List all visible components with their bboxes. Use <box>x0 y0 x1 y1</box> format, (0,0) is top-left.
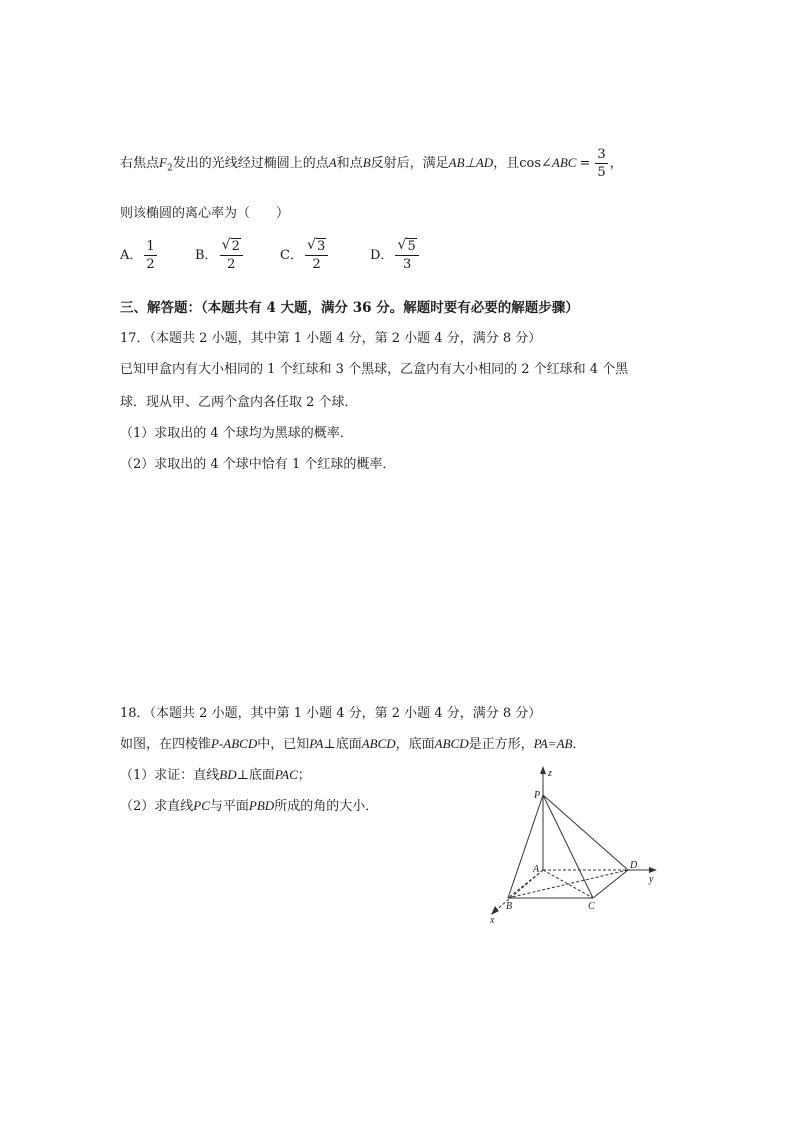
option-denominator: 2 <box>227 257 236 272</box>
cos-angle: ABC <box>551 155 577 170</box>
q16-text: 和点 <box>336 156 363 171</box>
option-c <box>280 237 330 272</box>
edge-pd <box>543 795 628 870</box>
cos-numerator: 3 <box>597 147 606 162</box>
option-fraction <box>395 237 418 272</box>
pyramid-figure <box>480 760 670 925</box>
segment-pa: PA <box>309 736 324 751</box>
q17-part1: （1）求取出的 4 个球均为黑球的概率． <box>120 426 353 441</box>
perpendicular-condition: AB⊥AD <box>448 155 494 170</box>
q18-part1: （1）求证：直线BD⊥底面PAC； <box>120 767 311 783</box>
z-arrow-icon <box>540 766 546 774</box>
y-arrow-icon <box>649 867 657 873</box>
option-denominator: 2 <box>146 257 155 272</box>
equals-sign: = <box>579 156 591 171</box>
x-arrow-icon <box>491 906 499 915</box>
pyramid-name: P-ABCD <box>211 736 258 751</box>
q16-text: 反射后，满足 <box>370 156 449 171</box>
focus-symbol: F <box>159 155 167 170</box>
option-label: A． <box>120 248 143 263</box>
option-fraction <box>305 237 328 272</box>
x-axis <box>494 870 543 912</box>
q18-header: 18．（本题共 2 小题，其中第 1 小题 4 分，第 2 小题 4 分，满分 8 分） <box>120 706 542 721</box>
label-x: x <box>490 915 495 925</box>
label-c: C <box>588 901 595 912</box>
label-p: P <box>534 790 541 801</box>
q16-stem-end: 则该椭圆的离心率为（ ） <box>120 206 290 221</box>
q16-text: ， <box>609 156 623 171</box>
option-numerator: 1 <box>146 239 155 254</box>
section-heading: 三、解答题：（本题共有 4 大题，满分 36 分。解题时要有必要的解题步骤） <box>120 300 579 316</box>
option-label: D． <box>370 248 394 263</box>
option-b <box>195 237 245 272</box>
q16-text: ，且 <box>493 156 520 171</box>
edge-pb <box>508 795 543 898</box>
option-numerator <box>395 237 418 256</box>
option-a <box>120 240 159 271</box>
q18-part2: （2）求直线PC与平面PBD所成的角的大小． <box>120 798 379 814</box>
option-d <box>370 237 421 272</box>
sqrt-icon: √ 3 <box>306 237 326 254</box>
label-a: A <box>533 864 540 875</box>
cos-fraction <box>595 148 607 179</box>
point-a: A <box>328 155 337 170</box>
base-abcd: ABCD <box>434 736 469 751</box>
sqrt-icon: √ 2 <box>221 237 240 254</box>
q18-stem: 如图，在四棱锥P-ABCD中，已知PA⊥底面ABCD，底面ABCD是正方形，PA=AB． <box>120 736 586 752</box>
label-z: z <box>548 768 552 779</box>
label-y: y <box>649 874 654 885</box>
option-fraction <box>144 240 156 271</box>
sqrt-icon: √ 5 <box>397 237 416 254</box>
q17-header: 17．（本题共 2 小题，其中第 1 小题 4 分，第 2 小题 4 分，满分 8 分） <box>120 331 542 346</box>
label-d: D <box>630 860 638 871</box>
q17-stem-line2: 球．现从甲、乙两个盒内各任取 2 个球． <box>120 395 358 410</box>
base-abcd: ABCD <box>361 736 396 751</box>
option-denominator: 2 <box>312 257 321 272</box>
option-numerator <box>220 237 243 256</box>
point-b: B <box>362 155 371 170</box>
option-numerator <box>305 237 328 256</box>
equality-pa-ab: PA=AB <box>533 736 573 751</box>
option-label: B． <box>195 248 218 263</box>
option-denominator: 3 <box>402 257 412 272</box>
q16-line1 <box>120 148 623 179</box>
q17-part2: （2）求取出的 4 个球中恰有 1 个红球的概率． <box>120 457 396 472</box>
label-b: B <box>506 901 513 912</box>
option-label: C． <box>280 248 303 263</box>
cos-label: cos∠ <box>519 156 552 171</box>
option-fraction <box>220 237 243 272</box>
q17-stem-line1: 已知甲盒内有大小相同的 1 个红球和 3 个黑球，乙盒内有大小相同的 2 个红球和 4 个黑 <box>120 362 629 377</box>
q16-text: 右焦点 <box>120 156 160 171</box>
cos-denominator: 5 <box>597 165 606 180</box>
edge-pc <box>543 795 593 898</box>
focus-subscript: 2 <box>166 163 173 174</box>
q16-text: 发出的光线经过椭圆上的点 <box>172 156 329 171</box>
